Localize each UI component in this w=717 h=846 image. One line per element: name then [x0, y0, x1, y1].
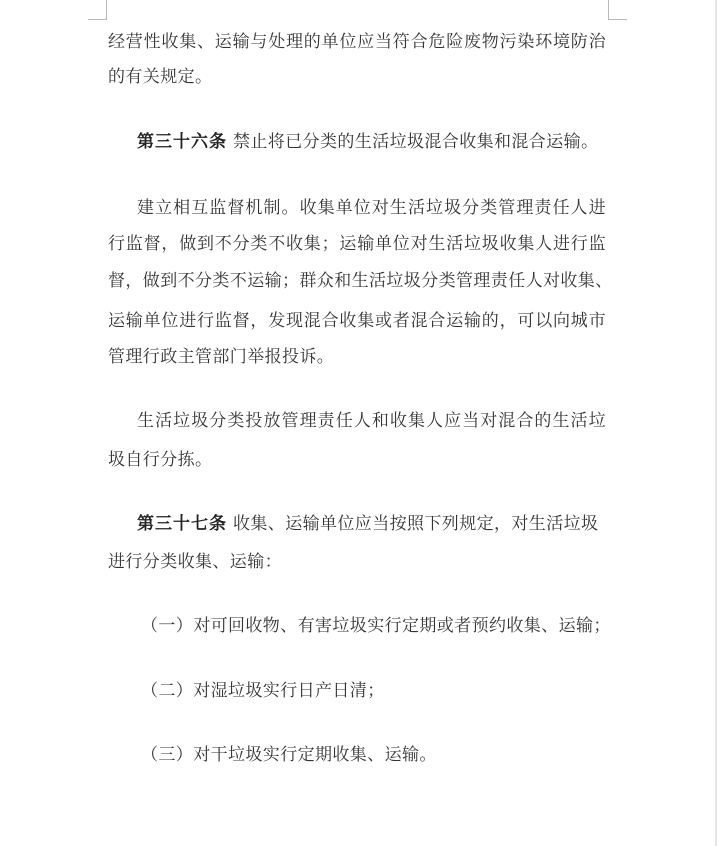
text-line: 建立相互监督机制。收集单位对生活垃圾分类管理责任人进	[137, 198, 606, 218]
article-36-label: 第三十六条	[137, 132, 227, 152]
text-line: 圾自行分拣。	[108, 450, 213, 470]
text-line: 管理行政主管部门举报投诉。	[108, 347, 335, 367]
article-37-paragraph	[137, 513, 598, 535]
list-item: （一）对可回收物、有害垃圾实行定期或者预约收集、运输；	[141, 616, 611, 636]
list-item: （二）对湿垃圾实行日产日清；	[141, 681, 385, 701]
article-36-text: 禁止将已分类的生活垃圾混合收集和混合运输。	[233, 132, 599, 152]
crop-mark-right-vertical	[608, 0, 609, 19]
text-line: 经营性收集、运输与处理的单位应当符合危险废物污染环境防治	[108, 32, 606, 52]
article-37-text: 收集、运输单位应当按照下列规定，对生活垃圾	[233, 514, 599, 534]
article-37-label: 第三十七条	[137, 514, 227, 534]
list-item: （三）对干垃圾实行定期收集、运输。	[141, 745, 437, 765]
crop-mark-left-vertical	[106, 0, 107, 19]
crop-mark-left-horizontal	[88, 19, 107, 20]
text-line: 生活垃圾分类投放管理责任人和收集人应当对混合的生活垃	[137, 411, 606, 431]
text-line: 督，做到不分类不运输；群众和生活垃圾分类管理责任人对收集、	[108, 271, 613, 291]
article-36-paragraph	[137, 131, 598, 153]
text-line: 运输单位进行监督，发现混合收集或者混合运输的，可以向城市	[108, 311, 606, 331]
crop-mark-right-horizontal	[608, 19, 627, 20]
text-line: 的有关规定。	[108, 67, 213, 87]
text-line: 进行分类收集、运输：	[108, 552, 282, 572]
text-line: 行监督，做到不分类不收集；运输单位对生活垃圾收集人进行监	[108, 234, 606, 254]
